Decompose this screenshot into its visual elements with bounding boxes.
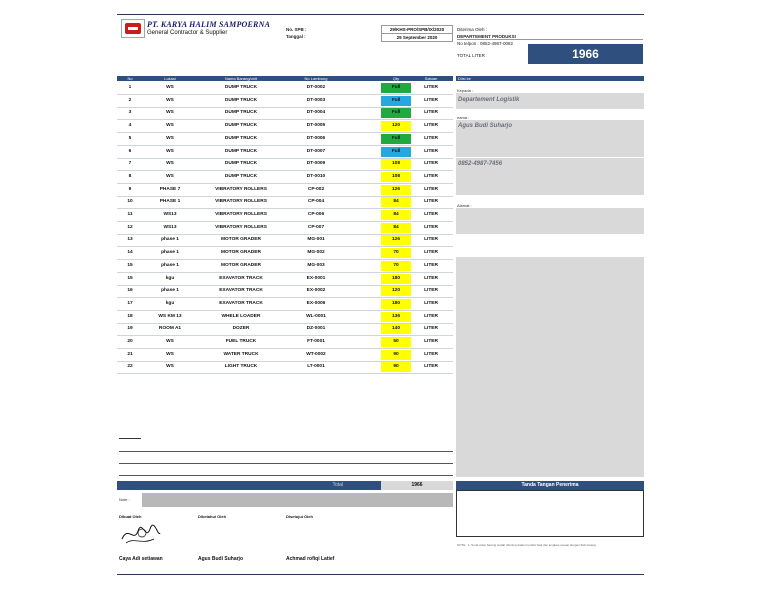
cell-qty: Full (381, 134, 411, 144)
table-row (117, 323, 453, 336)
table-row (117, 196, 453, 209)
company-logo (121, 19, 145, 38)
cell-no: 15 (127, 262, 133, 268)
cell-lambung: EX-0001 (306, 275, 326, 281)
cell-lambung: CP-007 (307, 224, 325, 230)
table-row (117, 361, 453, 374)
cell-satuan: LITER (424, 85, 438, 90)
cell-lambung: FT-0001 (307, 339, 325, 344)
cell-satuan: LITER (424, 173, 438, 179)
table-row (117, 260, 453, 273)
cell-lokasi: WS (166, 85, 174, 90)
alamat-label: Alamat : (457, 203, 472, 208)
table-row (117, 107, 453, 120)
cell-lambung: EX-0006 (306, 300, 326, 306)
cell-nama: EXAVATOR TRACK (219, 275, 263, 281)
cell-nama: EXAVATOR TRACK (219, 288, 263, 294)
table-row (117, 298, 453, 311)
total-liter-label: TOTAL LITER (457, 53, 485, 58)
cell-qty: Full (381, 147, 411, 157)
cell-lambung: MG-002 (307, 250, 325, 256)
cell-satuan: LITER (424, 300, 438, 306)
cell-nama: DOZER (232, 326, 250, 332)
cell-lokasi: WS (166, 123, 174, 129)
cell-qty: 90 (381, 350, 411, 360)
table-row (117, 285, 453, 298)
cell-no: 16 (127, 288, 133, 294)
blank-line (119, 451, 453, 452)
cell-satuan: LITER (424, 326, 438, 332)
cell-nama: DUMP TRUCK (224, 97, 258, 103)
cell-lokasi: WS (166, 148, 174, 154)
col-lambung: No Lambung (304, 76, 328, 81)
department-value: DEPARTEMENT PRODUKSI (457, 34, 643, 40)
kepada-label: Kepada : (457, 88, 474, 93)
cell-satuan: LITER (424, 339, 438, 344)
cell-qty: 70 (381, 261, 411, 271)
cell-lambung: WT-0002 (306, 351, 326, 357)
tanggal-value: 29 September 2020 (381, 33, 453, 42)
table-row (117, 95, 453, 108)
total-label: Total (332, 482, 343, 488)
cell-lokasi: WS13 (163, 212, 177, 217)
cell-nama: VIBRATORY ROLLERS (215, 224, 267, 230)
cell-no: 15 (127, 275, 133, 281)
cell-no: 4 (128, 123, 132, 129)
cell-no: 8 (128, 173, 132, 179)
cell-qty: 126 (381, 185, 411, 195)
table-row (117, 273, 453, 286)
phone-value: 0852-4987-7456 (458, 161, 503, 167)
no-spb-value: 29/KHS-PRO/SPB/IX/2020 (381, 25, 453, 34)
cell-lambung: DT-0003 (306, 97, 326, 103)
cell-no: 22 (127, 364, 133, 370)
cell-nama: VIBRATORY ROLLERS (215, 199, 267, 205)
total-liter-value: 1966 (528, 44, 643, 64)
right-panel-title: Diisi ke (458, 76, 471, 81)
tanggal-label: Tanggal : (286, 34, 306, 39)
table-row (117, 349, 453, 362)
nama-value: Agus Budi Suharjo (458, 123, 512, 129)
cell-nama: DUMP TRUCK (224, 110, 258, 116)
signer-2: Agus Budi Suharjo (198, 556, 243, 562)
cell-lambung: DT-0005 (306, 123, 326, 129)
cell-satuan: LITER (424, 250, 438, 256)
phone-header: No telpon : 0852-4987-0082 (457, 41, 514, 46)
cell-no: 11 (127, 212, 133, 217)
cell-satuan: LITER (424, 237, 438, 243)
cell-nama: VIBRATORY ROLLERS (215, 186, 267, 192)
table-row (117, 133, 453, 146)
cell-qty: 108 (381, 159, 411, 169)
cell-nama: VIBRATORY ROLLERS (215, 212, 267, 217)
cell-lokasi: WS (166, 339, 174, 344)
cell-nama: DUMP TRUCK (224, 173, 258, 179)
alamat-box (456, 208, 644, 234)
signer-3: Achmad rofiqi Latief (286, 556, 335, 562)
cell-lokasi: WS (166, 97, 174, 103)
blank-line (119, 438, 141, 439)
no-spb-label: No. SPB : (286, 27, 307, 32)
cell-satuan: LITER (424, 288, 438, 294)
col-lokasi: Lokasi (164, 76, 176, 81)
cell-lambung: WL-0001 (306, 313, 326, 319)
cell-satuan: LITER (424, 262, 438, 268)
cell-satuan: LITER (424, 212, 438, 217)
top-border (117, 14, 644, 15)
cell-qty: 126 (381, 235, 411, 245)
cell-lokasi: WS (166, 110, 174, 116)
cell-lambung: MG-001 (307, 237, 325, 243)
note-label: Note : (119, 497, 130, 502)
cell-qty: 90 (381, 362, 411, 372)
cell-no: 6 (128, 148, 132, 154)
cell-nama: MOTOR GRADER (221, 250, 261, 256)
cell-satuan: LITER (424, 110, 438, 116)
table-row (117, 209, 453, 222)
cell-qty: 50 (381, 337, 411, 347)
table-row (117, 184, 453, 197)
cell-qty: 120 (381, 121, 411, 131)
cell-lokasi: WS (166, 364, 174, 370)
cell-lokasi: kgu (165, 275, 175, 281)
dibuat-label: Dibuat Oleh (119, 514, 142, 519)
kepada-value: Departement Logistik (458, 97, 520, 103)
bottom-border (117, 574, 644, 575)
tanda-tangan-header: Tanda Tangan Penerima (456, 481, 644, 490)
cell-no: 9 (128, 186, 132, 192)
cell-nama: FUEL TRUCK (225, 339, 257, 344)
table-row (117, 120, 453, 133)
cell-nama: MOTOR GRADER (221, 262, 261, 268)
table-row (117, 82, 453, 95)
cell-no: 1 (128, 85, 132, 90)
cell-nama: DUMP TRUCK (224, 135, 258, 141)
cell-satuan: LITER (424, 351, 438, 357)
cell-nama: DUMP TRUCK (224, 161, 258, 167)
cell-nama: WHELE LOADER (221, 313, 261, 319)
notes-area (456, 257, 644, 477)
cell-lokasi: kgu (165, 300, 175, 306)
company-subtitle: General Contractor & Supplier (147, 30, 228, 36)
cell-qty: 84 (381, 210, 411, 220)
cell-no: 17 (127, 300, 133, 306)
cell-lokasi: phase 1 (161, 250, 179, 256)
cell-no: 7 (128, 161, 132, 167)
cell-lokasi: WS KM 13 (158, 313, 182, 319)
cell-satuan: LITER (424, 123, 438, 129)
cell-no: 12 (127, 224, 133, 230)
cell-lokasi: phase 1 (161, 262, 179, 268)
cell-no: 21 (127, 351, 133, 357)
cell-lokasi: PHASE 1 (159, 199, 181, 205)
cell-lambung: DT-0010 (306, 173, 326, 179)
cell-lambung: DZ-0001 (306, 326, 326, 332)
col-no: No (127, 76, 133, 81)
cell-satuan: LITER (424, 313, 438, 319)
blank-line (119, 475, 453, 476)
note-text: NOTE : 1. Surat antar barang sudah diterima dalam kondisi baik dan lengkap sesuai dengan fisik barang (457, 543, 596, 547)
cell-satuan: LITER (424, 186, 438, 192)
cell-no: 3 (128, 110, 132, 116)
blank-line (119, 463, 453, 464)
cell-lambung: CP-002 (307, 186, 325, 192)
total-value: 1966 (381, 481, 453, 490)
col-qty: Qty (392, 76, 400, 81)
cell-no: 2 (128, 97, 132, 103)
cell-lambung: DT-0007 (306, 148, 326, 154)
company-name: PT. KARYA HALIM SAMPOERNA (147, 20, 271, 29)
cell-nama: MOTOR GRADER (221, 237, 261, 243)
cell-lokasi: WS (166, 351, 174, 357)
cell-qty: Full (381, 96, 411, 106)
col-satuan: Satuan (424, 76, 438, 81)
cell-qty: 140 (381, 324, 411, 334)
cell-qty: 108 (381, 172, 411, 182)
table-row (117, 336, 453, 349)
cell-satuan: LITER (424, 148, 438, 154)
cell-satuan: LITER (424, 224, 438, 230)
cell-nama: WATER TRUCK (223, 351, 259, 357)
cell-qty: 120 (381, 286, 411, 296)
cell-lambung: CP-006 (307, 212, 325, 217)
signer-1: Caya Adi setiawan (119, 556, 163, 562)
cell-no: 5 (128, 135, 132, 141)
cell-nama: EXAVATOR TRACK (219, 300, 263, 306)
cell-lokasi: ROOM A1 (158, 326, 182, 332)
cell-qty: 136 (381, 312, 411, 322)
cell-no: 20 (127, 339, 133, 344)
cell-qty: 84 (381, 197, 411, 207)
cell-nama: LIGHT TRUCK (224, 364, 258, 370)
table-row (117, 158, 453, 171)
cell-lambung: LT-0001 (307, 364, 325, 370)
table-row (117, 247, 453, 260)
cell-lambung: EX-0002 (306, 288, 326, 294)
cell-lokasi: phase 1 (161, 288, 179, 294)
cell-nama: DUMP TRUCK (224, 85, 258, 90)
cell-lokasi: WS (166, 161, 174, 167)
diketahui-label: Diketahui Oleh (198, 514, 227, 519)
cell-lambung: CP-004 (307, 199, 325, 205)
cell-lambung: MG-003 (307, 262, 325, 268)
cell-lambung: DT-0004 (306, 110, 326, 116)
cell-nama: DUMP TRUCK (224, 123, 258, 129)
cell-lambung: DT-0006 (306, 135, 326, 141)
diterima-label: Diterima Oleh : (457, 27, 488, 32)
cell-satuan: LITER (424, 97, 438, 103)
table-row (117, 222, 453, 235)
cell-lokasi: WS13 (163, 224, 177, 230)
signature-box (456, 490, 644, 537)
cell-qty: 180 (381, 274, 411, 284)
cell-no: 14 (127, 250, 133, 256)
cell-qty: 180 (381, 299, 411, 309)
cell-lambung: DT-0009 (306, 161, 326, 167)
cell-qty: 84 (381, 223, 411, 233)
total-bar (117, 481, 381, 490)
nama-label: nama : (457, 115, 470, 120)
col-nama: Nama Barang/unit (224, 76, 258, 81)
cell-satuan: LITER (424, 161, 438, 167)
table-row (117, 146, 453, 159)
cell-no: 18 (127, 313, 133, 319)
cell-satuan: LITER (424, 135, 438, 141)
cell-qty: Full (381, 108, 411, 118)
note-field (142, 493, 453, 507)
cell-no: 19 (127, 326, 133, 332)
cell-lokasi: WS (166, 135, 174, 141)
cell-nama: DUMP TRUCK (224, 148, 258, 154)
cell-lambung: DT-0002 (306, 85, 326, 90)
cell-no: 13 (127, 237, 133, 243)
table-row (117, 311, 453, 324)
cell-lokasi: WS (166, 173, 174, 179)
cell-satuan: LITER (424, 364, 438, 370)
cell-lokasi: phase 1 (161, 237, 179, 243)
table-row (117, 234, 453, 247)
cell-satuan: LITER (424, 199, 438, 205)
cell-no: 10 (127, 199, 133, 205)
table-header (117, 76, 453, 81)
table-row (117, 171, 453, 184)
disetujui-label: Disetujui Oleh (286, 514, 313, 519)
cell-qty: 70 (381, 248, 411, 258)
signature-icon (120, 521, 162, 547)
right-panel-header (456, 76, 644, 81)
cell-qty: Full (381, 83, 411, 93)
cell-lokasi: PHASE 7 (159, 186, 181, 192)
cell-satuan: LITER (424, 275, 438, 281)
